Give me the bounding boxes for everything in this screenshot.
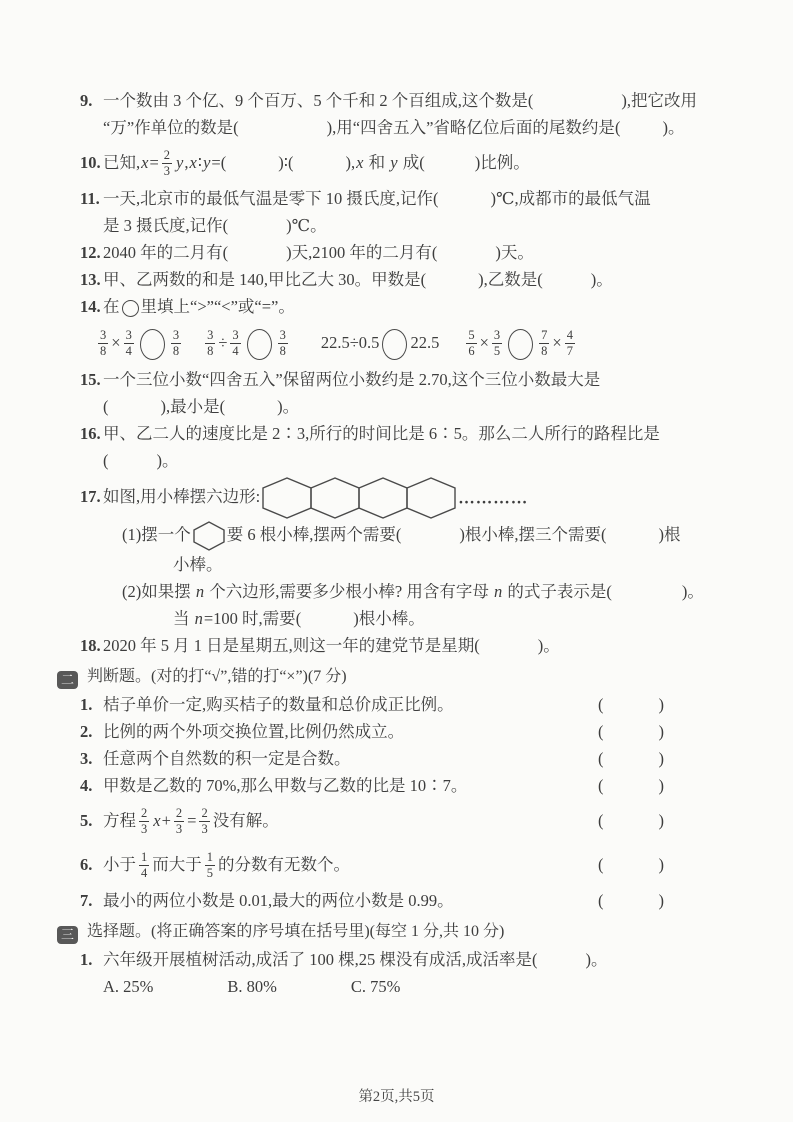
text-run: 天,2100 年的二月有	[291, 243, 432, 262]
text-run: 任意两个自然数的积一定是合数。	[103, 749, 351, 768]
exam-line	[0, 474, 793, 519]
text-run: 小棒。	[173, 555, 223, 574]
fraction: $\frac{2}{3}$	[201, 805, 208, 836]
answer-blank	[598, 718, 664, 745]
paren-open: (	[598, 776, 604, 795]
question-number: 5.	[80, 811, 93, 830]
fill-in-blank: ( )	[103, 451, 162, 470]
exam-line	[0, 605, 793, 632]
text-run: 根小棒。	[358, 609, 425, 628]
fill-in-blank: ( )	[614, 118, 668, 137]
question-number: 3.	[80, 749, 93, 768]
math-variable: y	[176, 153, 184, 172]
math-variable: n	[493, 582, 503, 601]
paren-close: )	[658, 776, 664, 795]
text-run: 。	[667, 118, 685, 137]
text-run: C. 75%	[350, 977, 401, 996]
hexagon-shape	[359, 478, 407, 518]
exam-line	[0, 578, 793, 605]
fraction: $\frac{3}{8}$	[172, 327, 180, 358]
text-run: 2020 年 5 月 1 日是星期五,则这一年的建党节是星期	[103, 636, 475, 655]
text-run: (2)如果摆	[122, 582, 195, 601]
question-number: 12.	[80, 243, 101, 262]
fraction: $\frac{1}{5}$	[206, 849, 213, 880]
text-run: =	[211, 153, 221, 172]
exam-line	[0, 632, 793, 659]
circle-symbol	[122, 300, 139, 317]
text-run: 2040 年的二月有	[103, 243, 223, 262]
section-header	[0, 918, 793, 946]
text-run: ,用“四舍五入”省略亿位后面的尾数约是	[332, 118, 615, 137]
text-run: 。	[591, 950, 608, 969]
comparison-circle	[508, 329, 533, 360]
text-run: 而大于	[152, 855, 202, 874]
exam-line	[0, 973, 793, 1000]
text-run: 比例。	[480, 153, 530, 172]
section-badge: 二	[57, 671, 78, 689]
exam-line	[0, 114, 793, 141]
paren-open: (	[598, 722, 604, 741]
text-run: 里填上“>”“<”或“=”。	[140, 297, 295, 316]
text-run: =100 时,需要	[203, 609, 296, 628]
text-run: ,最小是	[166, 397, 220, 416]
text-run: ×	[111, 333, 121, 352]
text-run: 要 6 根小棒,摆两个需要	[226, 525, 396, 544]
text-run: 天。	[500, 243, 534, 262]
question-number: 14.	[80, 297, 101, 316]
exam-line	[0, 393, 793, 420]
exam-line	[0, 320, 793, 366]
hexagon-icon	[193, 521, 225, 551]
gap	[439, 344, 463, 345]
fill-in-blank: ( )	[606, 582, 688, 601]
text-run: 桔子单价一定,购买桔子的数量和总价成正比例。	[103, 695, 454, 714]
exam-line	[0, 799, 793, 843]
exam-line	[0, 420, 793, 447]
question-number: 9.	[80, 91, 93, 110]
text-run: 六年级开展植树活动,成活了 100 棵,25 棵没有成活,成活率是	[103, 950, 532, 969]
question-number: 18.	[80, 636, 101, 655]
fill-in-blank: ( )	[420, 270, 484, 289]
fraction: $\frac{2}{3}$	[163, 147, 171, 178]
gap	[184, 344, 202, 345]
paren-open: (	[598, 749, 604, 768]
fill-in-blank: ( )	[527, 91, 627, 110]
answer-blank	[598, 843, 664, 887]
exam-line	[0, 185, 793, 212]
comparison-circle	[382, 329, 407, 360]
fill-in-blank: ( )	[537, 270, 597, 289]
exam-line	[0, 718, 793, 745]
text-run: 。	[162, 451, 179, 470]
fill-in-blank: ( )	[433, 189, 496, 208]
question-number: 2.	[80, 722, 93, 741]
fraction: $\frac{2}{3}$	[141, 805, 148, 836]
text-run: 一个数由 3 个亿、9 个百万、5 个千和 2 个百组成,这个数是	[103, 91, 528, 110]
question-number: 17.	[80, 487, 101, 506]
paren-open: (	[598, 855, 604, 874]
math-variable: x	[189, 153, 197, 172]
text-run: 甲、乙两数的和是 140,甲比乙大 30。甲数是	[103, 270, 421, 289]
fill-in-blank: ( )	[295, 609, 359, 628]
text-run: ℃。	[291, 216, 327, 235]
text-run: 判断题。(对的打“√”,错的打“×”)(7 分)	[87, 668, 347, 685]
gap	[277, 988, 351, 989]
section-header	[0, 663, 793, 691]
text-run: 是 3 摄氏度,记作	[103, 216, 223, 235]
math-variable: n	[195, 582, 205, 601]
paren-close: )	[658, 695, 664, 714]
text-run: ∶	[283, 153, 289, 172]
text-run: 根	[664, 525, 681, 544]
exam-line	[0, 551, 793, 578]
text-run: 成	[398, 153, 420, 172]
fill-in-blank: ( )	[222, 216, 292, 235]
text-run: ×	[479, 333, 489, 352]
fill-in-blank: ( )	[431, 243, 501, 262]
text-run: 和	[364, 153, 390, 172]
fill-in-blank: ( )	[103, 397, 166, 416]
text-run: 选择题。(将正确答案的序号填在括号里)(每空 1 分,共 10 分)	[87, 923, 505, 940]
question-number: 11.	[80, 189, 100, 208]
text-run: 甲数是乙数的 70%,那么甲数与乙数的比是 10∶7。	[103, 776, 468, 795]
question-number: 1.	[80, 950, 93, 969]
text-run: 没有解。	[212, 811, 279, 830]
paren-close: )	[658, 749, 664, 768]
question-number: 4.	[80, 776, 93, 795]
fraction: $\frac{3}{4}$	[232, 327, 239, 358]
paren-open: (	[598, 891, 604, 910]
text-run: 。	[282, 397, 300, 416]
paren-close: )	[658, 891, 664, 910]
fill-in-blank: ( )	[233, 118, 333, 137]
fraction: $\frac{3}{8}$	[279, 327, 286, 358]
text-run: ÷	[218, 333, 228, 352]
answer-blank	[598, 772, 664, 799]
text-run: “万”作单位的数是	[103, 118, 234, 137]
comparison-circle	[247, 329, 272, 360]
question-number: 13.	[80, 270, 101, 289]
exam-line	[0, 212, 793, 239]
text-run: 小于	[103, 855, 136, 874]
text-run: ,	[184, 153, 189, 172]
math-variable: x	[153, 811, 161, 830]
exam-line	[0, 772, 793, 799]
text-run: A. 25%	[103, 977, 154, 996]
exam-line	[0, 691, 793, 718]
fill-in-blank: ( )	[474, 636, 544, 655]
question-number: 1.	[80, 695, 93, 714]
fraction: $\frac{7}{8}$	[541, 327, 548, 358]
fraction: $\frac{3}{8}$	[207, 327, 214, 358]
text-run: 个六边形,需要多少根小棒? 用含有字母	[205, 582, 493, 601]
exam-line	[0, 366, 793, 393]
fill-in-blank: ( )	[601, 525, 664, 544]
fraction: $\frac{3}{5}$	[493, 327, 501, 358]
paren-close: )	[658, 722, 664, 741]
text-run: 最小的两位小数是 0.01,最大的两位小数是 0.99。	[103, 891, 454, 910]
section-badge: 三	[57, 926, 78, 944]
text-run: =	[149, 153, 159, 172]
text-run: 方程	[103, 811, 136, 830]
fill-in-blank: ( )	[222, 243, 292, 262]
math-variable: y	[203, 153, 211, 172]
exam-line	[0, 946, 793, 973]
hexagon-chain-figure	[262, 477, 456, 519]
text-run: 根小棒,摆三个需要	[464, 525, 601, 544]
paren-close: )	[658, 855, 664, 874]
exam-line	[0, 519, 793, 551]
gap	[153, 988, 227, 989]
text-run: =	[187, 811, 197, 830]
text-run: 。	[687, 582, 704, 601]
text-run: 22.5÷0.5	[320, 333, 380, 352]
paren-open: (	[598, 811, 604, 830]
text-run: 如图,用小棒摆六边形:	[103, 487, 261, 506]
fill-in-blank: ( )	[220, 153, 284, 172]
answer-blank	[598, 799, 664, 843]
text-run: ℃,成都市的最低气温	[496, 189, 651, 208]
gap	[291, 344, 321, 345]
paren-close: )	[658, 811, 664, 830]
hexagon-shape	[311, 478, 359, 518]
answer-blank	[598, 745, 664, 772]
exam-line	[0, 745, 793, 772]
question-number: 10.	[80, 153, 101, 172]
fraction: $\frac{2}{3}$	[175, 805, 183, 836]
hexagon-shape	[263, 478, 311, 518]
math-variable: y	[390, 153, 398, 172]
fill-in-blank: ( )	[532, 950, 591, 969]
fraction: $\frac{1}{4}$	[141, 849, 148, 880]
exam-line	[0, 293, 793, 320]
text-run: 一个三位小数“四舍五入”保留两位小数约是 2.70,这个三位小数最大是	[103, 370, 601, 389]
fraction: $\frac{5}{6}$	[468, 327, 475, 358]
text-run: ∶	[197, 153, 203, 172]
fill-in-blank: ( )	[419, 153, 481, 172]
text-run: 当	[173, 609, 194, 628]
text-run: 。	[543, 636, 560, 655]
exam-line	[0, 87, 793, 114]
question-number: 6.	[80, 855, 93, 874]
fill-in-blank: ( )	[219, 397, 283, 416]
text-run: ,乙数是	[483, 270, 538, 289]
answer-blank	[598, 691, 664, 718]
answer-blank	[598, 887, 664, 914]
text-run: 已知,	[103, 153, 141, 172]
text-run: 在	[103, 297, 120, 316]
math-variable: x	[356, 153, 364, 172]
question-number: 7.	[80, 891, 93, 910]
exam-line	[0, 887, 793, 914]
comparison-circle	[140, 329, 165, 360]
text-run: B. 80%	[227, 977, 277, 996]
text-run: 22.5	[410, 333, 440, 352]
hexagon-shape	[407, 478, 455, 518]
exam-line	[0, 141, 793, 185]
exam-line	[0, 843, 793, 887]
fraction: $\frac{3}{8}$	[100, 327, 107, 358]
text-run: ,	[351, 153, 356, 172]
text-run: ×	[552, 333, 562, 352]
page-number-footer: 第2页,共5页	[358, 1089, 435, 1105]
hexagon-shape	[194, 522, 224, 550]
fill-in-blank: ( )	[395, 525, 465, 544]
math-variable: n	[194, 609, 203, 628]
exam-line	[0, 239, 793, 266]
ellipsis-dots: …………	[458, 488, 529, 508]
text-run: (1)摆一个	[122, 525, 191, 544]
fraction: $\frac{3}{4}$	[125, 327, 132, 358]
text-run: 。	[596, 270, 613, 289]
fill-in-blank: ( )	[288, 153, 352, 172]
exam-line	[0, 447, 793, 474]
text-run: +	[161, 811, 171, 830]
text-run: 的分数有无数个。	[218, 855, 350, 874]
math-variable: x	[141, 153, 149, 172]
question-number: 15.	[80, 370, 101, 389]
text-run: 一天,北京市的最低气温是零下 10 摄氏度,记作	[103, 189, 433, 208]
fraction: $\frac{4}{7}$	[566, 327, 573, 358]
text-run: 的式子表示是	[503, 582, 607, 601]
text-run: 甲、乙二人的速度比是 2∶3,所行的时间比是 6∶5。那么二人所行的路程比是	[103, 424, 660, 443]
paren-open: (	[598, 695, 604, 714]
text-run: 比例的两个外项交换位置,比例仍然成立。	[103, 722, 405, 741]
exam-line	[0, 266, 793, 293]
text-run: ,把它改用	[626, 91, 697, 110]
question-number: 16.	[80, 424, 101, 443]
